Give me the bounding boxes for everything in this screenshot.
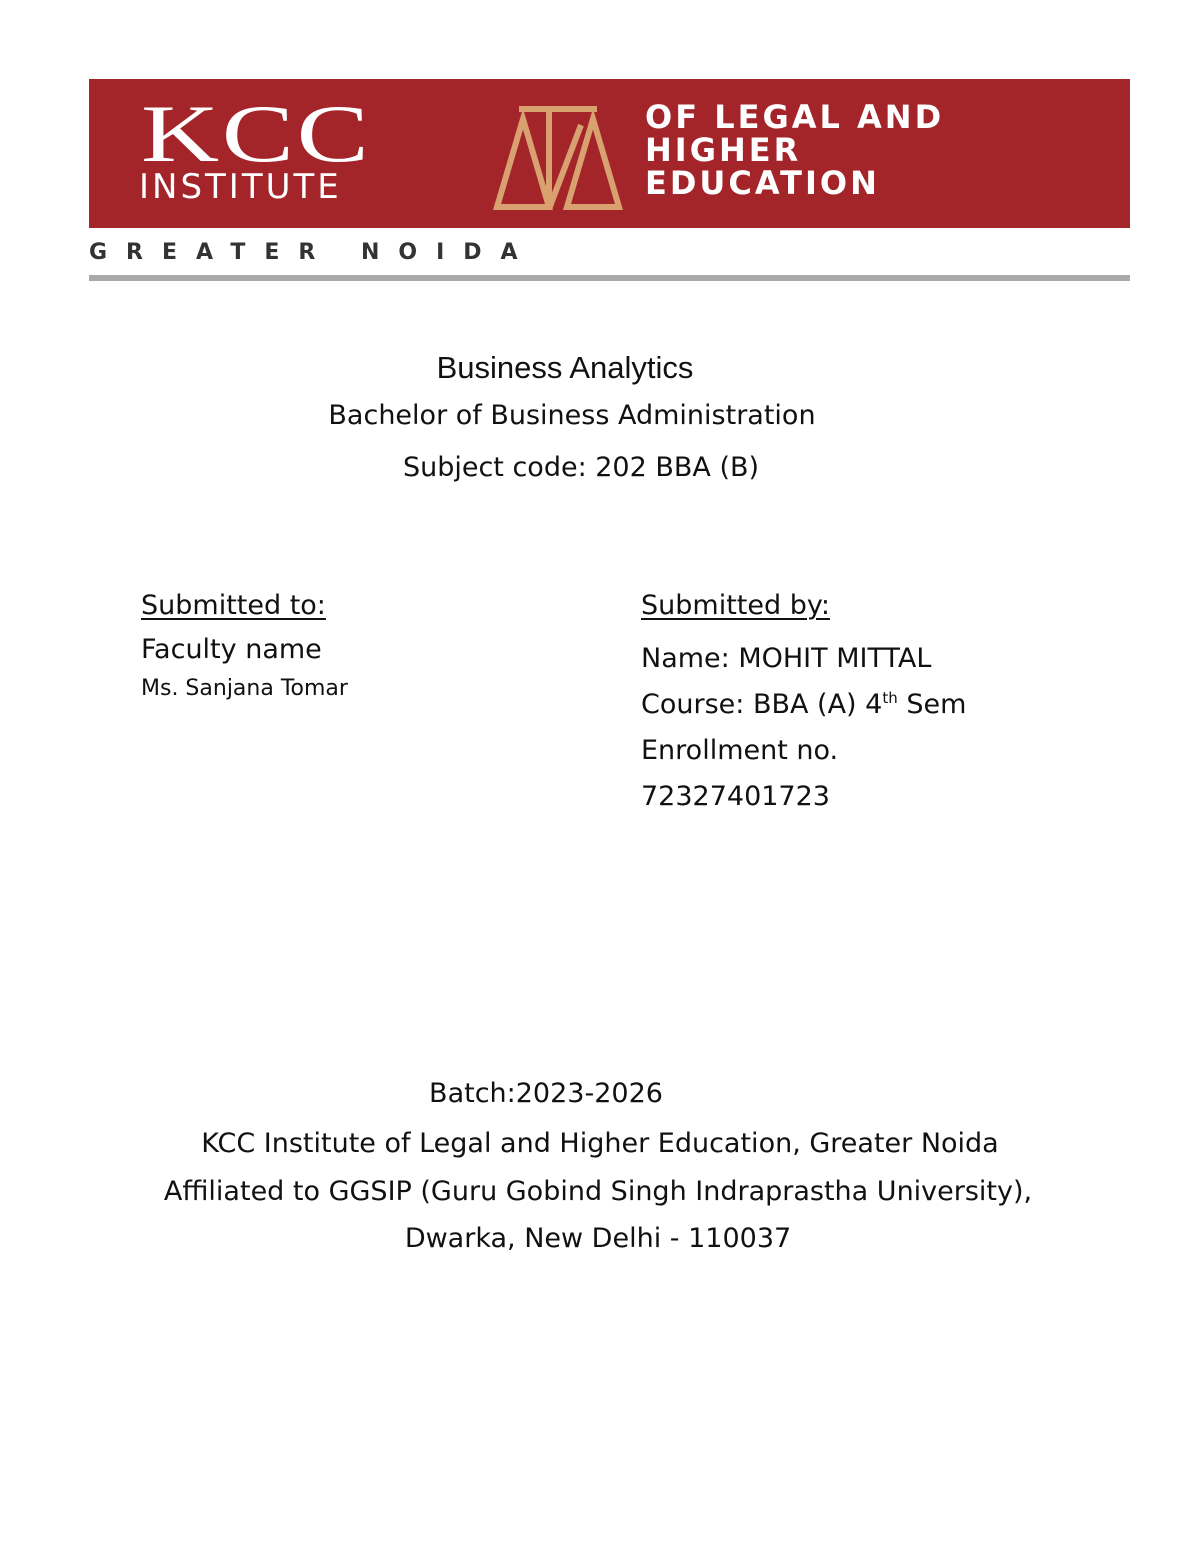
header-divider	[89, 275, 1130, 281]
faculty-name: Ms. Sanjana Tomar	[141, 676, 348, 701]
logo-institute-text: INSTITUTE	[139, 167, 342, 207]
enrollment-number: 72327401723	[641, 781, 830, 812]
course-ordinal: th	[882, 689, 898, 707]
tagline-line-2: HIGHER	[645, 131, 802, 169]
scales-triangle-icon	[493, 105, 623, 213]
subject-title: Business Analytics	[436, 350, 694, 385]
institute-name: KCC Institute of Legal and Higher Education, Greater Noida	[201, 1128, 999, 1159]
enrollment-label: Enrollment no.	[641, 735, 839, 766]
submitted-by-heading: Submitted by:	[641, 590, 830, 621]
subject-code: Subject code: 202 BBA (B)	[402, 452, 760, 483]
address: Dwarka, New Delhi - 110037	[404, 1223, 792, 1254]
institute-logo-banner	[89, 79, 1130, 228]
student-course	[641, 682, 966, 728]
logo-kcc-text: KCC	[141, 88, 372, 179]
submitted-to-heading: Submitted to:	[141, 590, 326, 621]
logo-location: GREATER NOIDA	[89, 240, 537, 265]
tagline-line-1: OF LEGAL AND	[645, 98, 945, 136]
affiliation: Affiliated to GGSIP (Guru Gobind Singh Indraprastha University),	[163, 1176, 1033, 1207]
submitted-to-block	[141, 588, 348, 704]
logo-tagline	[645, 98, 945, 202]
tagline-line-3: EDUCATION	[645, 164, 880, 202]
batch-years: Batch:2023-2026	[429, 1078, 663, 1109]
course-suffix: Sem	[897, 689, 967, 720]
course-prefix: Course: BBA (A) 4	[641, 689, 883, 720]
submitted-by-block	[641, 588, 966, 820]
degree-name: Bachelor of Business Administration	[328, 400, 816, 431]
faculty-label: Faculty name	[141, 634, 322, 665]
student-name: Name: MOHIT MITTAL	[641, 643, 932, 674]
